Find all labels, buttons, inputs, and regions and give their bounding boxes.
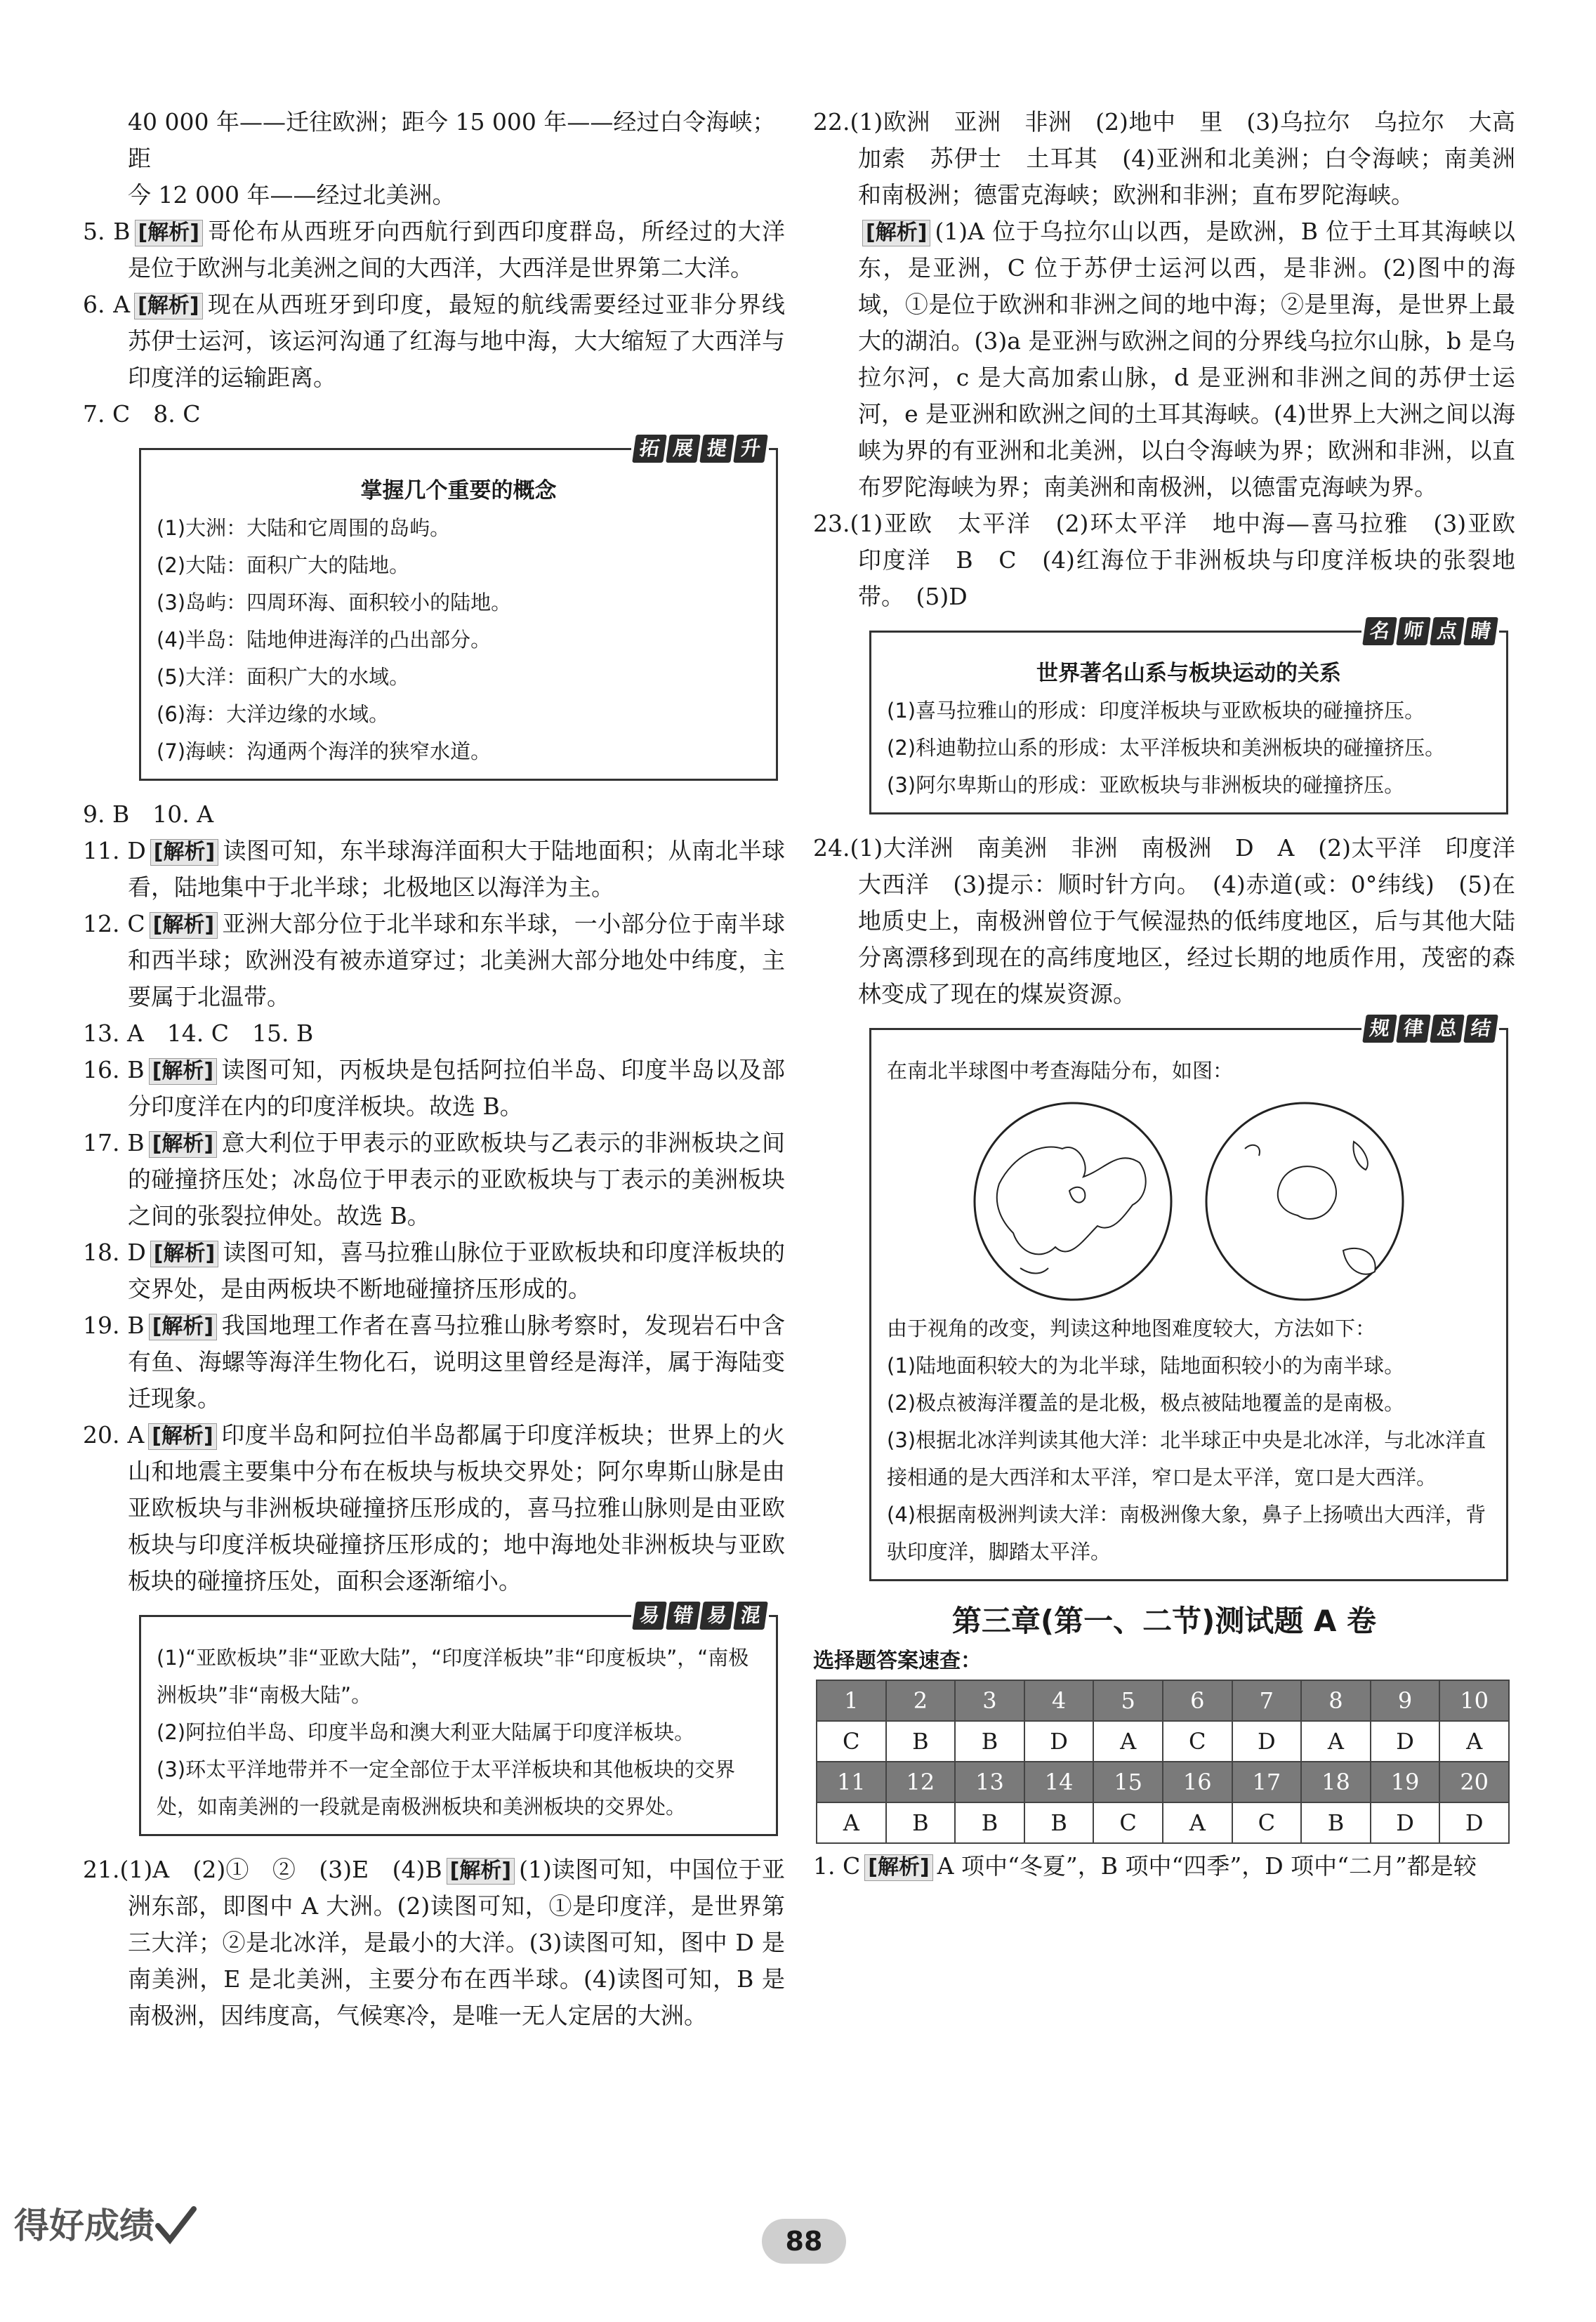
- concept-line: (6)海：大洋边缘的水域。: [157, 702, 390, 726]
- rules-summary-box: [869, 1017, 1508, 1581]
- tip-line: (3)阿尔卑斯山的形成：亚欧板块与非洲板块的碰撞挤压。: [887, 773, 1405, 797]
- answer-6: 6. A [解析] 现在从西班牙到印度，最短的航线需要经过亚非分界线苏伊士运河，该运河沟通了红海与地中海，大大缩短了大西洋与印度洋的运输距离。: [83, 291, 786, 391]
- answer-9-10: 9. B 10. A: [83, 800, 214, 828]
- concept-line: (5)大洋：面积广大的水域。: [157, 665, 410, 689]
- rules-intro: 在南北半球图中考查海陆分布，如图：: [887, 1059, 1234, 1083]
- analysis-label: [解析]: [447, 1858, 515, 1885]
- page-number: 88: [762, 2219, 846, 2264]
- hemisphere-maps: [887, 1100, 1491, 1303]
- southern-hemisphere-map: [1203, 1100, 1406, 1303]
- answer-16: 16. B [解析] 读图可知，丙板块是包括阿拉伯半岛、印度半岛以及部分印度洋在内的印度洋板块。故选 B。: [83, 1056, 785, 1120]
- analysis-label: [解析]: [149, 1058, 217, 1085]
- common-mistakes-tag: 易 错 易 混: [631, 1602, 769, 1630]
- section-title: 第三章(第一、二节)测试题 A 卷: [951, 1604, 1377, 1638]
- analysis-label: [解析]: [149, 1131, 217, 1158]
- answer-table-row: A B B B C A C B D D: [817, 1802, 1509, 1843]
- concept-line: (7)海峡：沟通两个海洋的狭窄水道。: [157, 739, 492, 763]
- analysis-label: [解析]: [150, 1241, 218, 1267]
- teacher-tips-tag: 名 师 点 睛: [1361, 617, 1499, 645]
- rule-line: (4)根据南极洲判读大洋：南极洲像大象，鼻子上扬喷出大西洋，背驮印度洋，脚踏太平洋。: [887, 1503, 1486, 1564]
- answer-table-row: 11 12 13 14 15 16 17 18 19 20: [817, 1762, 1509, 1802]
- answer-17: 17. B [解析] 意大利位于甲表示的亚欧板块与乙表示的非洲板块之间的碰撞挤压处；冰岛位于甲表示的亚欧板块与丁表示的美洲板块之间的张裂拉伸处。故选 B。: [83, 1129, 785, 1229]
- analysis-label: [解析]: [134, 293, 202, 319]
- mistake-line: (3)环太平洋地带并不一定全部位于太平洋板块和其他板块的交界处，如南美洲的一段就是南极洲板块和美洲板块的交界处。: [157, 1757, 736, 1819]
- quick-answers-label: 选择题答案速查：: [813, 1649, 982, 1673]
- rules-summary-tag: 规 律 总 结: [1361, 1015, 1499, 1043]
- analysis-label: [解析]: [149, 1314, 217, 1340]
- answer-19: 19. B [解析] 我国地理工作者在喜马拉雅山脉考察时，发现岩石中含有鱼、海螺等海洋生物化石，说明这里曾经是海洋，属于海陆变迁现象。: [83, 1312, 785, 1412]
- tip-line: (2)科迪勒拉山系的形成：太平洋板块和美洲板块的碰撞挤压。: [887, 736, 1446, 760]
- answer-12: 12. C [解析] 亚洲大部分位于北半球和东半球，一小部分位于南半球和西半球；欧洲没有被赤道穿过；北美洲大部分地处中纬度，主要属于北温带。: [83, 910, 785, 1010]
- northern-hemisphere-map: [971, 1100, 1175, 1303]
- mistake-line: (2)阿拉伯半岛、印度半岛和澳大利亚大陆属于印度洋板块。: [157, 1720, 695, 1744]
- answer-22: 22.(1)欧洲 亚洲 非洲 (2)地中 里 (3)乌拉尔 乌拉尔 大高加索 苏伊士 土耳其 (4)亚洲和北美洲；白令海峡；南美洲和南极洲；德雷克海峡；欧洲和非洲；直布罗陀海峡。 [解析] (1)A 位于乌拉尔山以西，是欧洲，B 位于土耳其海峡以东，是亚洲，C 位于苏伊士运河以西，是非洲。(2)图中的海域，①是位于欧洲和非洲之间的地中海；②是里海，是世界上最大的湖泊。(3)a 是亚洲与欧洲之间的分界线乌拉尔山脉，b 是乌拉尔河，c 是大高加索山脉，d 是亚洲和非洲之间的苏伊士运河，e 是亚洲和欧洲之间的土耳其海峡。(4)世界上大洲之间以海峡为界的有亚洲和北美洲，以白令海峡为界；欧洲和非洲，以直布罗陀海峡为界；南美洲和南极洲，以德雷克海峡为界。: [813, 108, 1515, 501]
- analysis-label: [解析]: [150, 912, 218, 939]
- answer-13-15: 13. A 14. C 15. B: [83, 1020, 314, 1047]
- answer-table: [816, 1680, 1510, 1844]
- extension-tag: 拓 展 提 升: [631, 435, 769, 463]
- rule-line: (3)根据北冰洋判读其他大洋：北半球正中央是北冰洋，与北冰洋直接相通的是大西洋和太平洋，窄口是太平洋，宽口是大西洋。: [887, 1428, 1486, 1489]
- concept-line: (1)大洲：大陆和它周围的岛屿。: [157, 516, 451, 540]
- concept-line: (4)半岛：陆地伸进海洋的凸出部分。: [157, 628, 492, 652]
- rule-line: (2)极点被海洋覆盖的是北极，极点被陆地覆盖的是南极。: [887, 1391, 1405, 1415]
- analysis-label: [解析]: [148, 1423, 216, 1450]
- answer-1: 1. C [解析] A 项中“冬夏”，B 项中“四季”，D 项中“二月”都是较: [813, 1852, 1477, 1880]
- checkmark-icon: [154, 2205, 197, 2247]
- answer-5: 5. B [解析] 哥伦布从西班牙向西航行到西印度群岛，所经过的大洋是位于欧洲与北美洲之间的大西洋，大西洋是世界第二大洋。: [83, 218, 786, 282]
- concept-line: (3)岛屿：四周环海、面积较小的陆地。: [157, 591, 512, 614]
- extension-box-title: 掌握几个重要的概念: [360, 478, 557, 503]
- answer-table-row: C B B D A C D A D A: [817, 1721, 1509, 1762]
- answer-21: 21.(1)A (2)① ② (3)E (4)B [解析] (1)读图可知，中国位于亚洲东部，即图中 A 大洲。(2)读图可知，①是印度洋，是世界第三大洋；②是北冰洋，是最小的大洋。(3)读图可知，图中 D 是南美洲，E 是北美洲，主要分布在西半球。(4)读图可知，B 是南极洲，因纬度高，气候寒冷，是唯一无人定居的大洲。: [83, 1856, 786, 2029]
- analysis-label: [解析]: [862, 220, 930, 246]
- concept-line: (2)大陆：面积广大的陆地。: [157, 553, 410, 577]
- left-column: [83, 104, 785, 2034]
- answer-23: 23.(1)亚欧 太平洋 (2)环太平洋 地中海—喜马拉雅 (3)亚欧 印度洋 B C (4)红海位于非洲板块与印度洋板块的张裂地带。 (5)D: [813, 510, 1538, 610]
- brand-logo: 得好成绩: [14, 2205, 197, 2247]
- teacher-tips-title: 世界著名山系与板块运动的关系: [1036, 661, 1341, 686]
- analysis-label: [解析]: [864, 1854, 932, 1881]
- analysis-label: [解析]: [135, 220, 203, 246]
- right-column: [813, 104, 1538, 1885]
- rule-line: (1)陆地面积较大的为北半球，陆地面积较小的为南半球。: [887, 1354, 1405, 1378]
- tip-line: (1)喜马拉雅山的形成：印度洋板块与亚欧板块的碰撞挤压。: [887, 699, 1425, 723]
- answer-24: 24.(1)大洋洲 南美洲 非洲 南极洲 D A (2)太平洋 印度洋 大西洋 (3)提示：顺时针方向。 (4)赤道(或：0°纬线) (5)在地质史上，南极洲曾位于气候湿热的低纬度地区，后与其他大陆分离漂移到现在的高纬度地区，经过长期的地质作用，茂密的森林变成了现在的煤炭资源。: [813, 834, 1538, 1008]
- common-mistakes-box: [139, 1604, 778, 1836]
- mistake-line: (1)“亚欧板块”非“亚欧大陆”，“印度洋板块”非“印度板块”，“南极洲板块”非“南极大陆”。: [157, 1646, 749, 1707]
- extension-box: [139, 437, 778, 781]
- intro-line-1: 40 000 年——迁往欧洲；距今 15 000 年——经过白令海峡；距: [128, 108, 776, 172]
- answer-table-row: 1 2 3 4 5 6 7 8 9 10: [817, 1680, 1509, 1721]
- answer-11: 11. D [解析] 读图可知，东半球海洋面积大于陆地面积；从南北半球看，陆地集中于北半球；北极地区以海洋为主。: [83, 837, 785, 901]
- analysis-label: [解析]: [150, 839, 218, 866]
- answer-20: 20. A [解析] 印度半岛和阿拉伯半岛都属于印度洋板块；世界上的火山和地震主要集中分布在板块与板块交界处；阿尔卑斯山脉是由亚欧板块与非洲板块碰撞挤压形成的，喜马拉雅山脉则是由亚欧板块与印度洋板块碰撞挤压形成的；地中海地处非洲板块与亚欧板块的碰撞挤压处，面积会逐渐缩小。: [83, 1421, 785, 1595]
- intro-line-2: 今 12 000 年——经过北美洲。: [128, 181, 456, 209]
- answer-18: 18. D [解析] 读图可知，喜马拉雅山脉位于亚欧板块和印度洋板块的交界处，是由两板块不断地碰撞挤压形成的。: [83, 1239, 785, 1302]
- rule-line: 由于视角的改变，判读这种地图难度较大，方法如下：: [887, 1317, 1376, 1340]
- answer-7-8: 7. C 8. C: [83, 400, 201, 428]
- teacher-tips-box: [869, 619, 1508, 814]
